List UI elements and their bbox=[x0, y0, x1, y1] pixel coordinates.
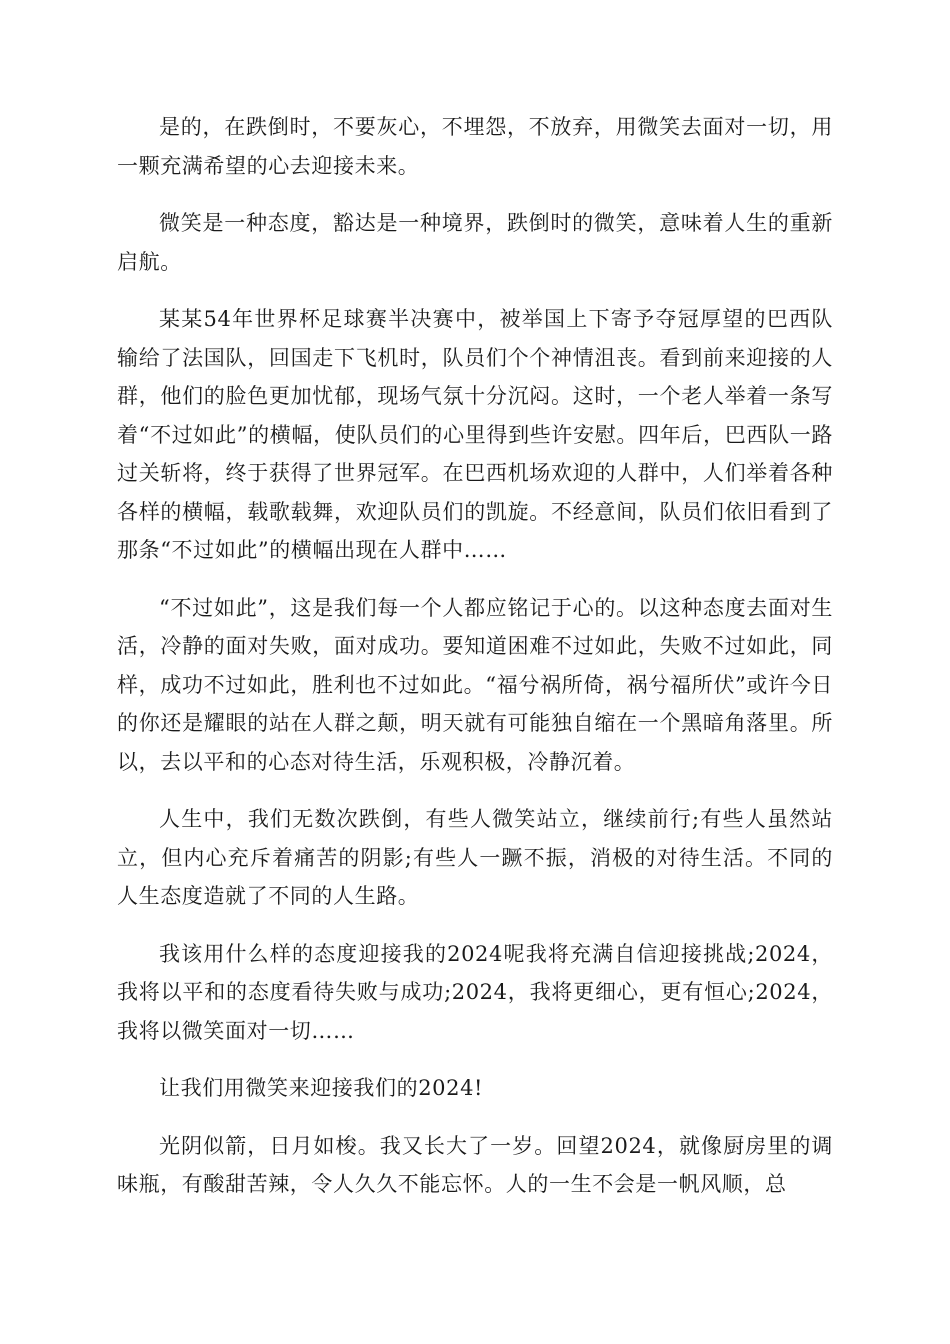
paragraph-5: 人生中，我们无数次跌倒，有些人微笑站立，继续前行;有些人虽然站立，但内心充斥着痛苦的阴影;有些人一蹶不振，消极的对待生活。不同的人生态度造就了不同的人生路。 bbox=[117, 807, 833, 908]
paragraph-4: “不过如此”，这是我们每一个人都应铭记于心的。以这种态度去面对生活，冷静的面对失败，面对成功。要知道困难不过如此，失败不过如此，同样，成功不过如此，胜利也不过如此。“福兮祸所倚，祸兮福所伏”或许今日的你还是耀眼的站在人群之颠，明天就有可能独自缩在一个黑暗角落里。所以，去以平和的心态对待生活，乐观积极，冷静沉着。 bbox=[117, 595, 833, 774]
paragraph-3: 某某54年世界杯足球赛半决赛中，被举国上下寄予夺冠厚望的巴西队输给了法国队，回国走下飞机时，队员们个个神情沮丧。看到前来迎接的人群，他们的脸色更加忧郁，现场气氛十分沉闷。这时，一个老人举着一条写着“不过如此”的横幅，使队员们的心里得到些许安慰。四年后，巴西队一路过关斩将，终于获得了世界冠军。在巴西机场欢迎的人群中，人们举着各种各样的横幅，载歌载舞，欢迎队员们的凯旋。不经意间，队员们依旧看到了那条“不过如此”的横幅出现在人群中…… bbox=[117, 307, 833, 562]
paragraph-2: 微笑是一种态度，豁达是一种境界，跌倒时的微笑，意味着人生的重新启航。 bbox=[117, 211, 833, 274]
paragraph-1: 是的，在跌倒时，不要灰心，不埋怨，不放弃，用微笑去面对一切，用一颗充满希望的心去迎接未来。 bbox=[117, 115, 833, 178]
paragraph-7: 让我们用微笑来迎接我们的2024! bbox=[159, 1076, 484, 1100]
paragraph-6: 我该用什么样的态度迎接我的2024呢我将充满自信迎接挑战;2024，我将以平和的态度看待失败与成功;2024，我将更细心，更有恒心;2024，我将以微笑面对一切…… bbox=[117, 941, 833, 1043]
paragraph-8: 光阴似箭，日月如梭。我又长大了一岁。回望2024，就像厨房里的调味瓶，有酸甜苦辣，令人久久不能忘怀。人的一生不会是一帆风顺，总 bbox=[117, 1133, 833, 1196]
document-body bbox=[117, 108, 833, 1223]
